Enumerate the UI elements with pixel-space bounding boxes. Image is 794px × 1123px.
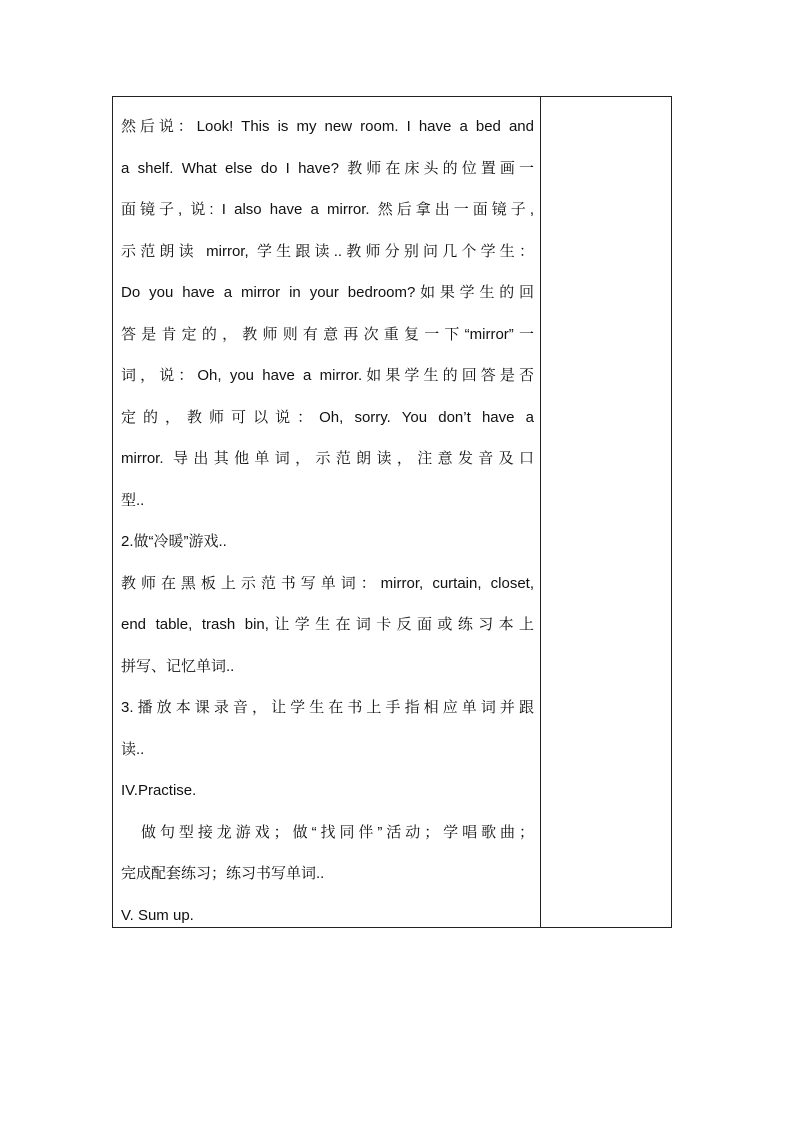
section-heading: 3.播放本课录音，让学生在书上手指相应单词并跟 (121, 699, 534, 716)
section-heading: V. Sum up. (121, 906, 194, 924)
text-line: 词，说：Oh, you have a mirror.如果学生的回答是否 (121, 367, 534, 384)
text-line: Do you have a mirror in your bedroom?如果学生的回 (121, 284, 534, 301)
section-heading: IV.Practise. (121, 782, 197, 799)
text-line: 答是肯定的，教师则有意再次重复一下“mirror”一 (121, 325, 534, 343)
text-line: 做句型接龙游戏；做“找同伴”活动；学唱歌曲； (141, 823, 534, 841)
text-line: end table, trash bin,让学生在词卡反面或练习本上 (121, 616, 534, 633)
text-line: 拼写、记忆单词.. (121, 657, 235, 675)
text-line: mirror. 导出其他单词，示范朗读，注意发音及口 (121, 450, 534, 467)
text-line: 完成配套练习；练习书写单词.. (121, 865, 325, 882)
notes-cell (541, 97, 671, 927)
lesson-content-cell (113, 97, 541, 927)
text-line: 然后说：Look! This is my new room. I have a bed and (121, 118, 534, 135)
text-line: a shelf. What else do I have? 教师在床头的位置画一 (121, 159, 534, 177)
section-heading: 2.做“冷暖”游戏.. (121, 533, 227, 550)
text-line: 教师在黑板上示范书写单词：mirror, curtain, closet, (121, 574, 534, 592)
text-line: 面镜子, 说: I also have a mirror. 然后拿出一面镜子, (121, 201, 534, 218)
text-line: 型.. (121, 491, 145, 509)
text-line: 定的，教师可以说：Oh, sorry. You don’t have a (121, 408, 534, 426)
text-line: 读.. (121, 740, 145, 758)
lesson-table (112, 96, 672, 928)
text-line: 示范朗读 mirror, 学生跟读..教师分别问几个学生： (121, 242, 534, 260)
